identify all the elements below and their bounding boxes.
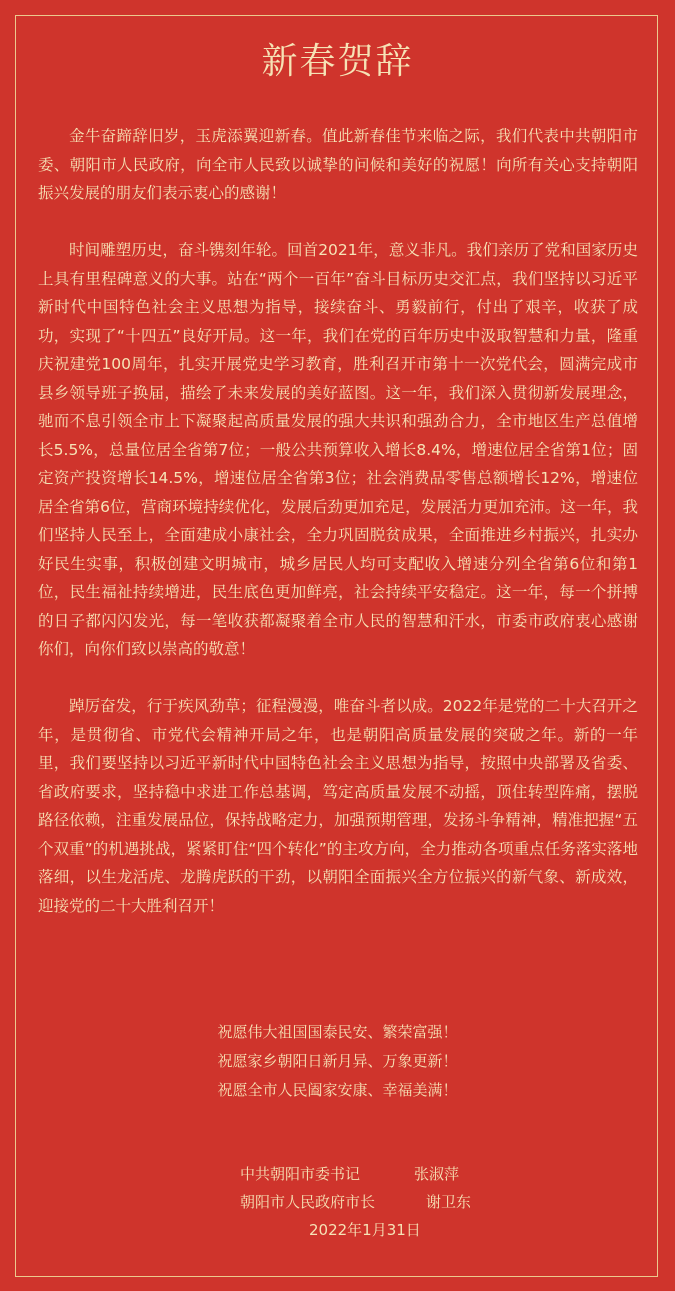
signature-row-mayor bbox=[0, 1188, 675, 1216]
wish-line: 祝愿家乡朝阳日新月异、万象更新！ bbox=[217, 1052, 458, 1070]
signer-name: 谢卫东 bbox=[426, 1193, 472, 1211]
paragraph-opening: 金牛奋蹄辞旧岁，玉虎添翼迎新春。值此新春佳节来临之际，我们代表中共朝阳市委、朝阳市人民政府，向全市人民致以诚挚的问候和美好的祝愿！向所有关心支持朝阳振兴发展的朋友们表示衷心的感谢！ bbox=[38, 127, 638, 202]
paragraph-review-2021: 时间雕塑历史，奋斗镌刻年轮。回首2021年，意义非凡。我们亲历了党和国家历史上具有里程碑意义的大事。站在“两个一百年”奋斗目标历史交汇点，我们坚持以习近平新时代中国特色社会主义思想为指导，接续奋斗、勇毅前行，付出了艰辛，收获了成功，实现了“十四五”良好开局。这一年，我们在党的百年历史中汲取智慧和力量，隆重庆祝建党100周年，扎实开展党史学习教育，胜利召开市第十一次党代会，圆满完成市县乡领导班子换届，描绘了未来发展的美好蓝图。这一年，我们深入贯彻新发展理念，驰而不息引领全市上下凝聚起高质量发展的强大共识和强劲合力，全市地区生产总值增长5.5%，总量位居全省第7位；一般公共预算收入增长8.4%，增速位居全省第1位；固定资产投资增长14.5%，增速位居全省第3位；社会消费品零售总额增长12%，增速位居全省第6位，营商环境持续优化，发展后劲更加充足，发展活力更加充沛。这一年，我们坚持人民至上，全面建成小康社会，全力巩固脱贫成果，全面推进乡村振兴，扎实办好民生实事，积极创建文明城市，城乡居民人均可支配收入增速分列全省第6位和第1位，民生福祉持续增进，民生底色更加鲜亮，社会持续平安稳定。这一年，每一个拼搏的日子都闪闪发光，每一笔收获都凝聚着全市人民的智慧和汗水，市委市政府衷心感谢你们，向你们致以崇高的敬意！ bbox=[38, 241, 638, 658]
wish-line: 祝愿伟大祖国国泰民安、繁荣富强！ bbox=[217, 1023, 458, 1041]
paragraph-outlook-2022: 踔厉奋发，行于疾风劲草；征程漫漫，唯奋斗者以成。2022年是党的二十大召开之年，是贯彻省、市党代会精神开局之年，也是朝阳高质量发展的突破之年。新的一年里，我们要坚持以习近平新时代中国特色社会主义思想为指导，按照中央部署及省委、省政府要求，坚持稳中求进工作总基调，笃定高质量发展不动摇，顶住转型阵痛，摆脱路径依赖，注重发展品位，保持战略定力，加强预期管理，发扬斗争精神，精准把握“五个双重”的机遇挑战，紧紧盯住“四个转化”的主攻方向，全力推动各项重点任务落实落地落细，以生龙活虎、龙腾虎跃的干劲，以朝阳全面振兴全方位振兴的新气象、新成效，迎接党的二十大胜利召开！ bbox=[38, 697, 638, 915]
wishes-block bbox=[0, 1018, 675, 1105]
signature-date: 2022年1月31日 bbox=[309, 1221, 421, 1239]
signature-row-secretary bbox=[0, 1160, 675, 1188]
signature-block bbox=[0, 1160, 675, 1244]
page-title: 新春贺辞 bbox=[261, 41, 414, 82]
wish-line: 祝愿全市人民阖家安康、幸福美满！ bbox=[217, 1081, 458, 1099]
signature-row-date bbox=[0, 1216, 675, 1244]
letter-body bbox=[38, 122, 638, 949]
signer-role: 朝阳市人民政府市长 bbox=[240, 1193, 376, 1211]
signer-name: 张淑萍 bbox=[414, 1165, 460, 1183]
signer-role: 中共朝阳市委书记 bbox=[240, 1165, 361, 1183]
